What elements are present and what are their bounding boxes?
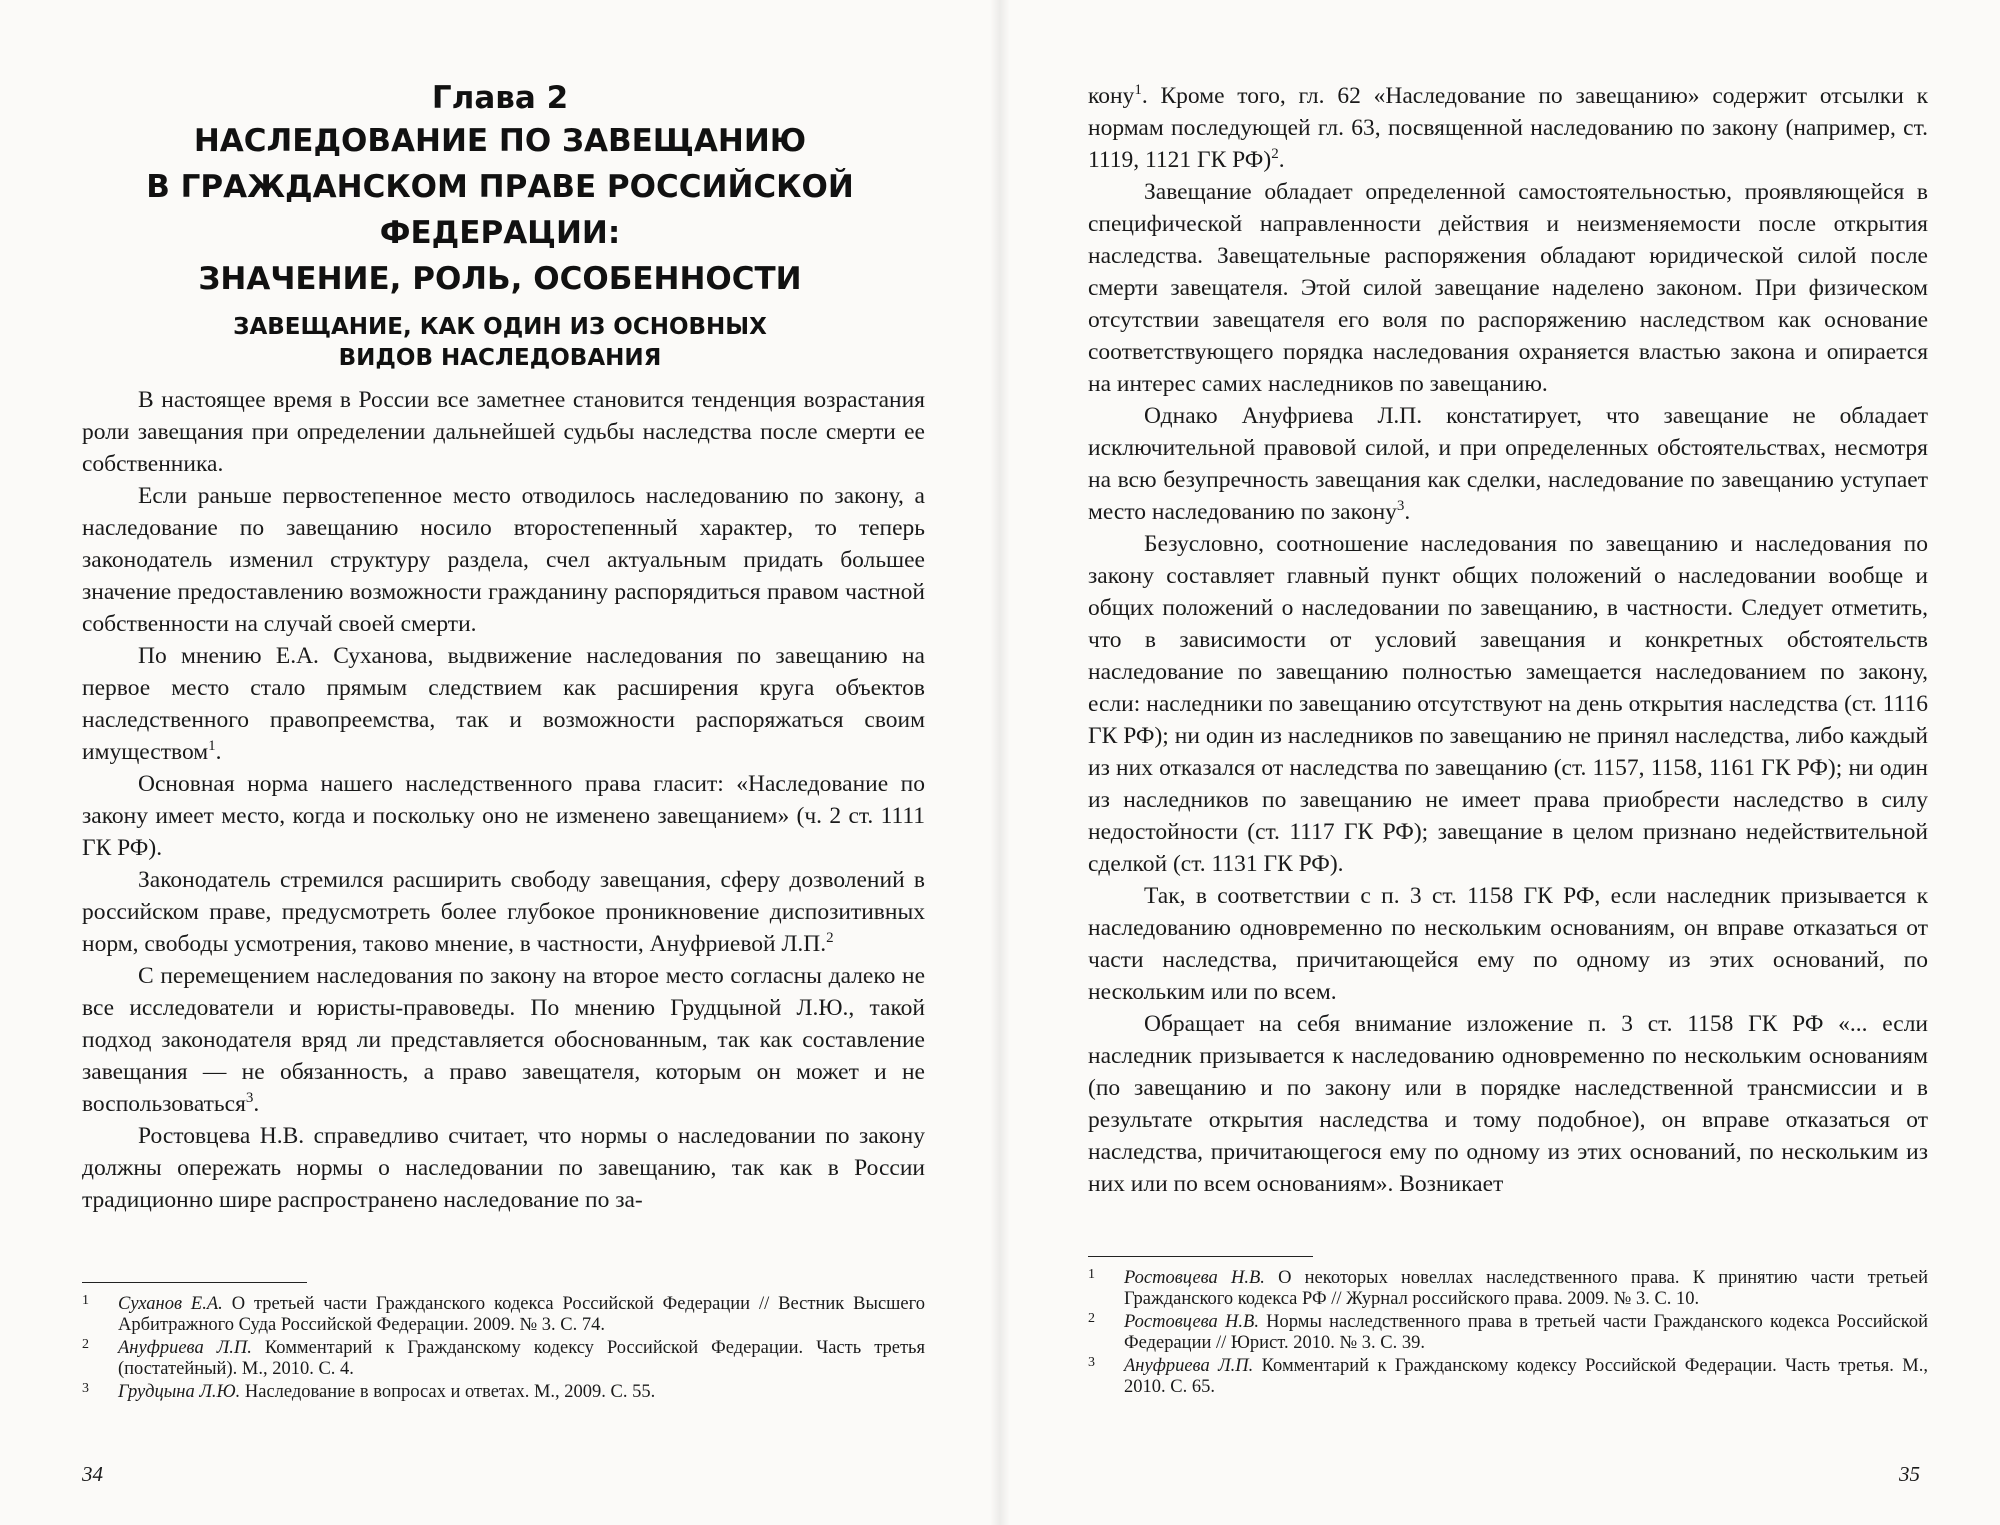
footnote (82, 1382, 925, 1403)
footnote (1088, 1312, 1928, 1354)
page-number: 34 (82, 1462, 103, 1486)
footnote-rule (1088, 1256, 1313, 1257)
footnote-author: Ануфриева Л.П. (1124, 1356, 1254, 1376)
footnote-author: Грудцына Л.Ю. (118, 1382, 241, 1402)
footnote-mark: 2 (826, 930, 834, 947)
paragraph: кону$^1$. Кроме того, гл. 62 «Наследование по завещанию» содержит отсылки к нормам последующей гл. 63, посвященной наследованию по закону (например, ст. 1119, 1121 ГК РФ)$^2$. (1088, 82, 1928, 173)
footnote-mark: 1 (1134, 82, 1142, 99)
footnote-number: 3 (82, 1381, 89, 1396)
left-footnotes (82, 1294, 925, 1405)
footnote-text: О третьей части Гражданского кодекса Российской Федерации // Вестник Высшего Арбитражного Суда Российской Федерации. 2009. № 3. С. 74. (118, 1294, 925, 1335)
footnote-number: 1 (82, 1293, 89, 1308)
footnote (1088, 1268, 1928, 1310)
footnote-mark: 3 (245, 1090, 254, 1107)
paragraph: Основная норма нашего наследственного права гласит: «Наследование по закону имеет место, когда и поскольку оно не изменено завещанием» (ч. 2 ст. 1111 ГК РФ). (82, 771, 925, 861)
footnote-mark: 3 (1396, 498, 1405, 515)
paragraph: Если раньше первостепенное место отводилось наследованию по закону, а наследование по завещанию носило второстепенный характер, то теперь законодатель изменил структуру раздела, счел актуальным придать большее значение предоставлению возможности гражданину распорядиться правом частной собственности на случай своей смерти. (82, 483, 925, 637)
paragraph: Так, в соответствии с п. 3 ст. 1158 ГК РФ, если наследник призывается к наследованию одновременно по нескольким основаниям, он вправе отказаться от части наследства, причитающейся ему по одному из этих оснований, по нескольким или по всем. (1088, 883, 1928, 1005)
paragraph: С перемещением наследования по закону на второе место согласны далеко не все исследователи и юристы-правоведы. По мнению Грудцыной Л.Ю., такой подход законодателя вряд ли представляется обоснованным, так как составление завещания — не обязанность, а право завещателя, которым он может и не воспользоваться$^3$. (82, 963, 925, 1117)
footnote-author: Суханов Е.А. (118, 1294, 223, 1314)
chapter-title-line: НАСЛЕДОВАНИЕ ПО ЗАВЕЩАНИЮ (193, 123, 807, 159)
footnote-author: Ростовцева Н.В. (1124, 1268, 1265, 1288)
section-heading (80, 312, 920, 374)
footnote-text: Комментарий к Гражданскому кодексу Российской Федерации. Часть третья (постатейный). М., 2010. С. 4. (118, 1338, 925, 1379)
footnote-author: Ануфриева Л.П. (118, 1338, 252, 1358)
paragraph: Обращает на себя внимание изложение п. 3 ст. 1158 ГК РФ «... если наследник призывается к наследованию одновременно по нескольким основаниям (по завещанию и по закону или в порядке наследственной трансмиссии и в результате открытия наследства и тому подобное), он вправе отказаться от наследства, причитающегося ему по одному из этих оснований, по нескольким из них или по всем основаниям». Возникает (1088, 1011, 1928, 1197)
footnote-text: О некоторых новеллах наследственного права. К принятию части третьей Гражданского кодекса РФ // Журнал российского права. 2009. № 3. С. 10. (1124, 1268, 1928, 1309)
footnote-text: Наследование в вопросах и ответах. М., 2009. С. 55. (240, 1382, 656, 1402)
book-gutter-shadow (990, 0, 1010, 1525)
chapter-title-line: ЗНАЧЕНИЕ, РОЛЬ, ОСОБЕННОСТИ (198, 261, 802, 297)
paragraph: В настоящее время в России все заметнее становится тенденция возрастания роли завещания при определении дальнейшей судьбы наследства после смерти ее собственника. (82, 387, 925, 477)
left-body-text (82, 384, 925, 1216)
paragraph: Законодатель стремился расширить свободу завещания, сферу дозволений в российском праве, предусмотреть более глубокое проникновение диспозитивных норм, свободы усмотрения, таково мнение, в частности, Ануфриевой Л.П.$^2$ (82, 867, 925, 957)
footnote (82, 1294, 925, 1336)
footnote (82, 1338, 925, 1380)
footnote-number: 3 (1088, 1355, 1095, 1370)
footnote-number: 2 (1088, 1311, 1095, 1326)
footnote-rule (82, 1282, 307, 1283)
paragraph: Ростовцева Н.В. справедливо считает, что нормы о наследовании по закону должны опережать нормы о наследовании по завещанию, так как в России традиционно шире распространено наследование по за- (82, 1123, 925, 1213)
paragraph: По мнению Е.А. Суханова, выдвижение наследования по завещанию на первое место стало прямым следствием как расширения круга объектов наследственного правопреемства, так и возможности распоряжаться своим имуществом$^1$. (82, 643, 925, 765)
right-footnotes (1088, 1268, 1928, 1400)
section-title-line: ВИДОВ НАСЛЕДОВАНИЯ (338, 345, 662, 371)
chapter-heading (80, 78, 920, 302)
footnote-author: Ростовцева Н.В. (1124, 1312, 1259, 1332)
footnote-number: 1 (1088, 1267, 1095, 1282)
right-body-text (1088, 80, 1928, 1200)
footnote (1088, 1356, 1928, 1398)
section-title-line: ЗАВЕЩАНИЕ, КАК ОДИН ИЗ ОСНОВНЫХ (233, 314, 767, 340)
footnote-mark: 1 (208, 738, 216, 755)
chapter-title-line: В ГРАЖДАНСКОМ ПРАВЕ РОССИЙСКОЙ ФЕДЕРАЦИИ: (146, 169, 854, 251)
chapter-number: Глава 2 (431, 80, 569, 116)
footnote-text: Комментарий к Гражданскому кодексу Российской Федерации. Часть третья. М., 2010. С. 65. (1124, 1356, 1929, 1397)
footnote-number: 2 (82, 1337, 89, 1352)
footnote-mark: 2 (1271, 146, 1279, 163)
page-number: 35 (1899, 1462, 1920, 1486)
paragraph: Безусловно, соотношение наследования по завещанию и наследования по закону составляет главный пункт общих положений о наследовании вообще и общих положений о наследовании по завещанию, в частности. Следует отметить, что в зависимости от условий завещания и конкретных обстоятельств наследование по завещанию полностью замещается наследованием по закону, если: наследники по завещанию отсутствуют на день открытия наследства (ст. 1116 ГК РФ); ни один из наследников по завещанию не принял наследства, либо каждый из них отказался от наследства по завещанию (ст. 1157, 1158, 1161 ГК РФ); ни один из наследников по завещанию не имеет права приобрести наследство в силу недостойности (ст. 1117 ГК РФ); завещание в целом признано недействительной сделкой (ст. 1131 ГК РФ). (1088, 531, 1928, 877)
paragraph: Завещание обладает определенной самостоятельностью, проявляющейся в специфической направленности действия и неизменяемости после открытия наследства. Завещательные распоряжения обладают юридической силой после смерти завещателя. Этой силой завещание наделено законом. При физическом отсутствии завещателя его воля по распоряжению наследством как основание соответствующего порядка наследования охраняется властью закона и опирается на интерес самих наследников по завещанию. (1088, 179, 1928, 397)
footnote-text: Нормы наследственного права в третьей части Гражданского кодекса Российской Федерации // Юрист. 2010. № 3. С. 39. (1124, 1312, 1928, 1353)
paragraph: Однако Ануфриева Л.П. констатирует, что завещание не обладает исключительной правовой силой, и при определенных обстоятельствах, несмотря на всю безупречность завещания как сделки, наследование по завещанию уступает место наследованию по закону$^3$. (1088, 403, 1928, 525)
